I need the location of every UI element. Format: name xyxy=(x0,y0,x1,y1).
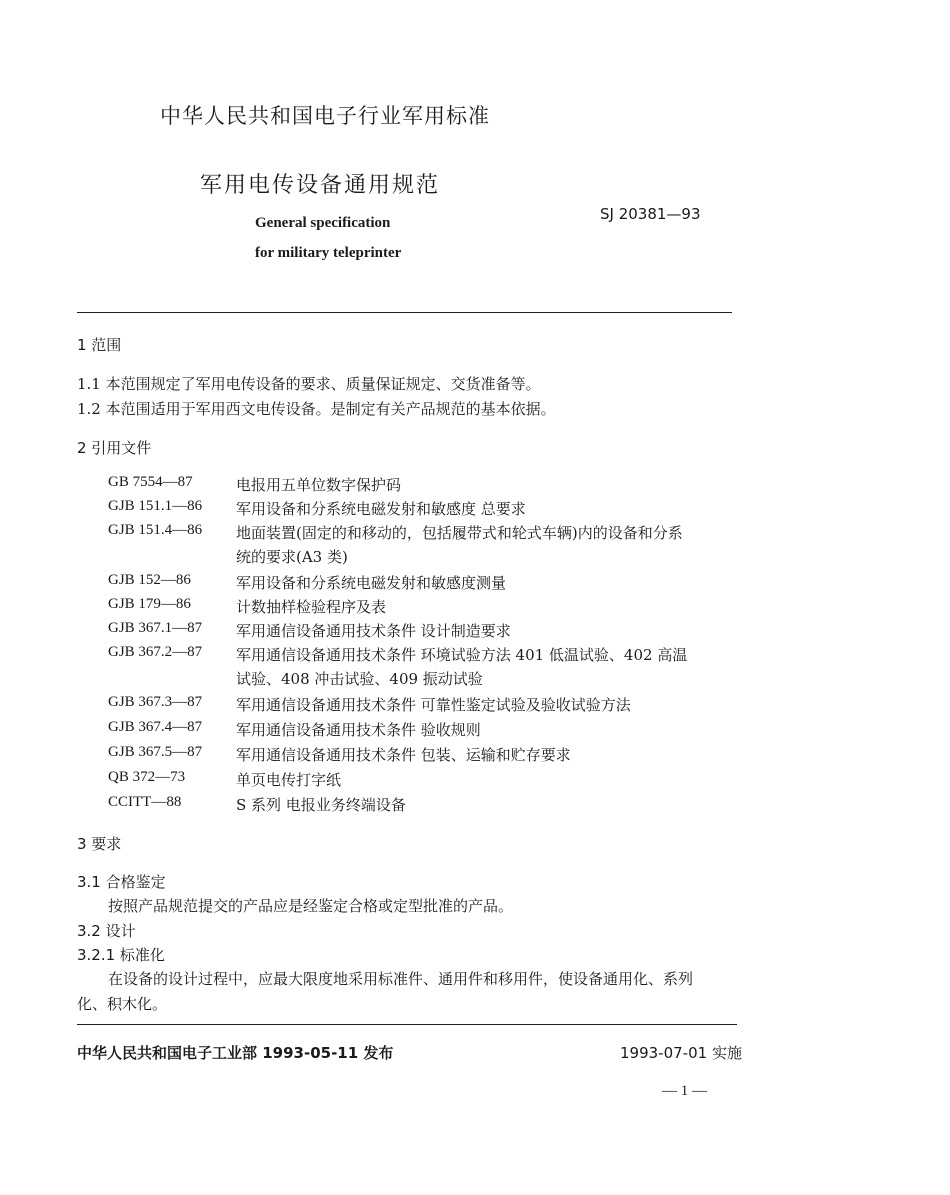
clause-3-1-body: 按照产品规范提交的产品应是经鉴定合格或定型批准的产品。 xyxy=(108,897,514,915)
reference-title: 军用通信设备通用技术条件 设计制造要求 xyxy=(236,622,511,640)
doc-title: 军用电传设备通用规范 xyxy=(200,173,441,198)
footer-divider xyxy=(77,1024,737,1025)
header-divider xyxy=(77,312,732,313)
reference-title: 单页电传打字纸 xyxy=(236,771,342,789)
reference-title: 军用通信设备通用技术条件 环境试验方法 401 低温试验、402 高温 xyxy=(236,646,688,664)
clause-3-1-title: 3.1 合格鉴定 xyxy=(77,873,166,891)
reference-code: GJB 367.4—87 xyxy=(108,719,203,735)
org-title: 中华人民共和国电子行业军用标准 xyxy=(160,104,490,128)
reference-title-continued: 试验、408 冲击试验、409 振动试验 xyxy=(236,670,483,688)
reference-code: GJB 367.1—87 xyxy=(108,620,203,636)
reference-title: 军用设备和分系统电磁发射和敏感度测量 xyxy=(236,574,507,592)
reference-code: CCITT—88 xyxy=(108,794,182,810)
reference-code: GB 7554—87 xyxy=(108,474,193,490)
reference-code: GJB 179—86 xyxy=(108,596,191,612)
reference-code: GJB 151.1—86 xyxy=(108,498,203,514)
reference-code: QB 372—73 xyxy=(108,769,186,785)
standard-number: SJ 20381—93 xyxy=(600,205,701,223)
english-title-line2: for military teleprinter xyxy=(255,245,402,261)
reference-title: 军用通信设备通用技术条件 可靠性鉴定试验及验收试验方法 xyxy=(236,696,631,714)
reference-title: 电报用五单位数字保护码 xyxy=(236,476,402,494)
reference-code: GJB 151.4—86 xyxy=(108,522,203,538)
reference-title: 军用设备和分系统电磁发射和敏感度 总要求 xyxy=(236,500,526,518)
reference-code: GJB 152—86 xyxy=(108,572,191,588)
issuer-line: 中华人民共和国电子工业部 1993-05-11 发布 xyxy=(77,1044,394,1062)
clause-3-2-title: 3.2 设计 xyxy=(77,922,136,940)
section-3-title: 3 要求 xyxy=(77,835,122,853)
effective-date: 1993-07-01 实施 xyxy=(620,1044,742,1062)
clause-3-2-1-body: 在设备的设计过程中，应最大限度地采用标准件、通用件和移用件，使设备通用化、系列 xyxy=(108,970,694,988)
clause-3-2-1-body-continued: 化、积木化。 xyxy=(77,995,168,1013)
page-number: — 1 — xyxy=(662,1083,707,1099)
reference-title: S 系列 电报业务终端设备 xyxy=(236,796,406,814)
clause-1-1: 1.1 本范围规定了军用电传设备的要求、质量保证规定、交货准备等。 xyxy=(77,375,541,393)
reference-title: 计数抽样检验程序及表 xyxy=(236,598,387,616)
section-1-title: 1 范围 xyxy=(77,336,122,354)
reference-code: GJB 367.5—87 xyxy=(108,744,203,760)
reference-code: GJB 367.3—87 xyxy=(108,694,203,710)
reference-title: 军用通信设备通用技术条件 包装、运输和贮存要求 xyxy=(236,746,571,764)
clause-1-2: 1.2 本范围适用于军用西文电传设备。是制定有关产品规范的基本依据。 xyxy=(77,400,556,418)
english-title-line1: General specification xyxy=(255,215,391,231)
reference-code: GJB 367.2—87 xyxy=(108,644,203,660)
reference-title: 军用通信设备通用技术条件 验收规则 xyxy=(236,721,481,739)
section-2-title: 2 引用文件 xyxy=(77,439,152,457)
reference-title: 地面装置(固定的和移动的，包括履带式和轮式车辆)内的设备和分系 xyxy=(236,524,683,542)
reference-title-continued: 统的要求(A3 类) xyxy=(236,548,348,566)
clause-3-2-1-title: 3.2.1 标准化 xyxy=(77,946,165,964)
